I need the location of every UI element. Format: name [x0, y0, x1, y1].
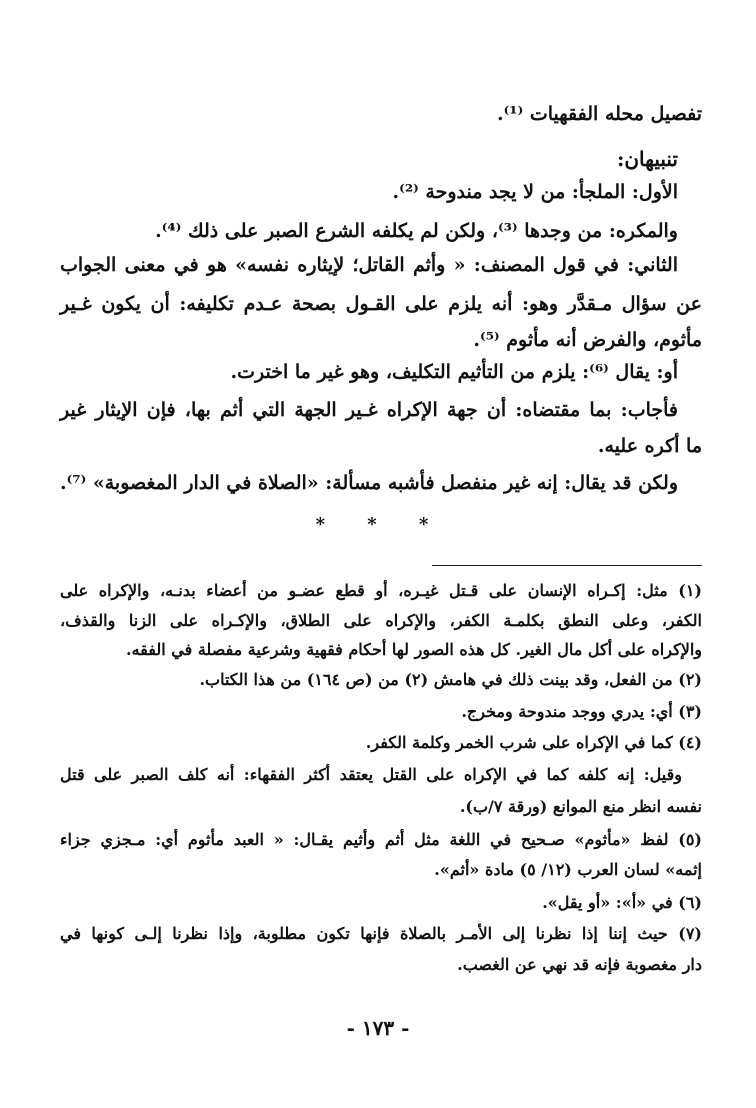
page-number: - ١٧٣ - — [346, 1016, 410, 1040]
footnote-line: (٢) من الفعل، وقد بينت ذلك في هامش (٢) من (ص ١٦٤) من هذا الكتاب. — [199, 670, 702, 689]
text-line: الثاني: في قول المصنف: « وأثم القاتل؛ لإيثاره نفسه» هو في معنى الجواب — [60, 254, 678, 276]
text-line: ولكن قد يقال: إنه غير منفصل فأشبه مسألة: «الصلاة في الدار المغصوبة» ⁽⁷⁾. — [59, 472, 678, 494]
text-line: والمكره: من وجدها ⁽³⁾، ولكن لم يكلفه الشرع الصبر على ذلك ⁽⁴⁾. — [155, 220, 678, 242]
text-line: مأثوم، والفرض أنه مأثوم ⁽⁵⁾. — [473, 329, 702, 351]
footnote-line: (٦) في «أ»: «أو يقل». — [542, 893, 702, 912]
footnote-line: دار مغصوبة فإنه قد نهي عن الغصب. — [457, 955, 702, 974]
footnote-line: (١) مثل: إكـراه الإنسان على قـتل غيـره، أو قطع عضـو من أعضاء بدنـه، والإكراه على — [60, 581, 702, 600]
text-line: ما أكره عليه. — [597, 435, 702, 457]
section-heading: تنبيهان: — [616, 147, 678, 171]
footnote-line: (٧) حيث إننا إذا نظرنا إلى الأمـر بالصلاة فإنها تكون مطلوبة، وإذا نظرنا إلـى كونها في — [60, 924, 702, 943]
footnote-line: نفسه انظر منع الموانع (ورقة ٧/ب). — [459, 797, 702, 816]
footnote-line: (٣) أي: يدري ووجد مندوحة ومخرج. — [461, 702, 702, 721]
text-line: تفصيل محله الفقهيات ⁽¹⁾. — [497, 103, 702, 125]
footnote-line: والإكراه على أكل مال الغير. كل هذه الصور لها أحكام فقهية وشرعية مفصلة في الفقه. — [126, 640, 702, 659]
section-separator: * * * — [315, 514, 447, 535]
footnote-line: (٤) كما في الإكراه على شرب الخمر وكلمة الكفر. — [365, 733, 702, 752]
text-line: فأجاب: بما مقتضاه: أن جهة الإكراه غـير الجهة التي أثم بها، فإن الإيثار غير — [60, 399, 678, 421]
text-line: الأول: الملجأ: من لا يجد مندوحة ⁽²⁾. — [392, 181, 678, 203]
footnote-line: الكفر، وعلى النطق بكلمـة الكفر، والإكراه على الطلاق، والإكـراه على الزنا والقذف، — [60, 611, 703, 630]
footnote-line: (٥) لفظ «مأثوم» صـحيح في اللغة مثل أثم وأثيم يقـال: « العبد مأثوم أي: مـجزي جزاء — [60, 830, 702, 849]
footnote-line: إثمه» لسان العرب (١٢/ ٥) مادة «أثم». — [434, 860, 702, 879]
footnote-line: وقيل: إنه كلفه كما في الإكراه على القتل يعتقد أكثر الفقهاء: أنه كلف الصبر على قتل — [60, 765, 682, 784]
footnote-divider — [432, 565, 702, 566]
text-line: أو: يقال ⁽⁶⁾: يلزم من التأثيم التكليف، وهو غير ما اخترت. — [230, 361, 678, 383]
text-line: عن سؤال مـقدَّر وهو: أنه يلزم على القـول بصحة عـدم تكليفه: أن يكون غـير — [60, 293, 702, 315]
